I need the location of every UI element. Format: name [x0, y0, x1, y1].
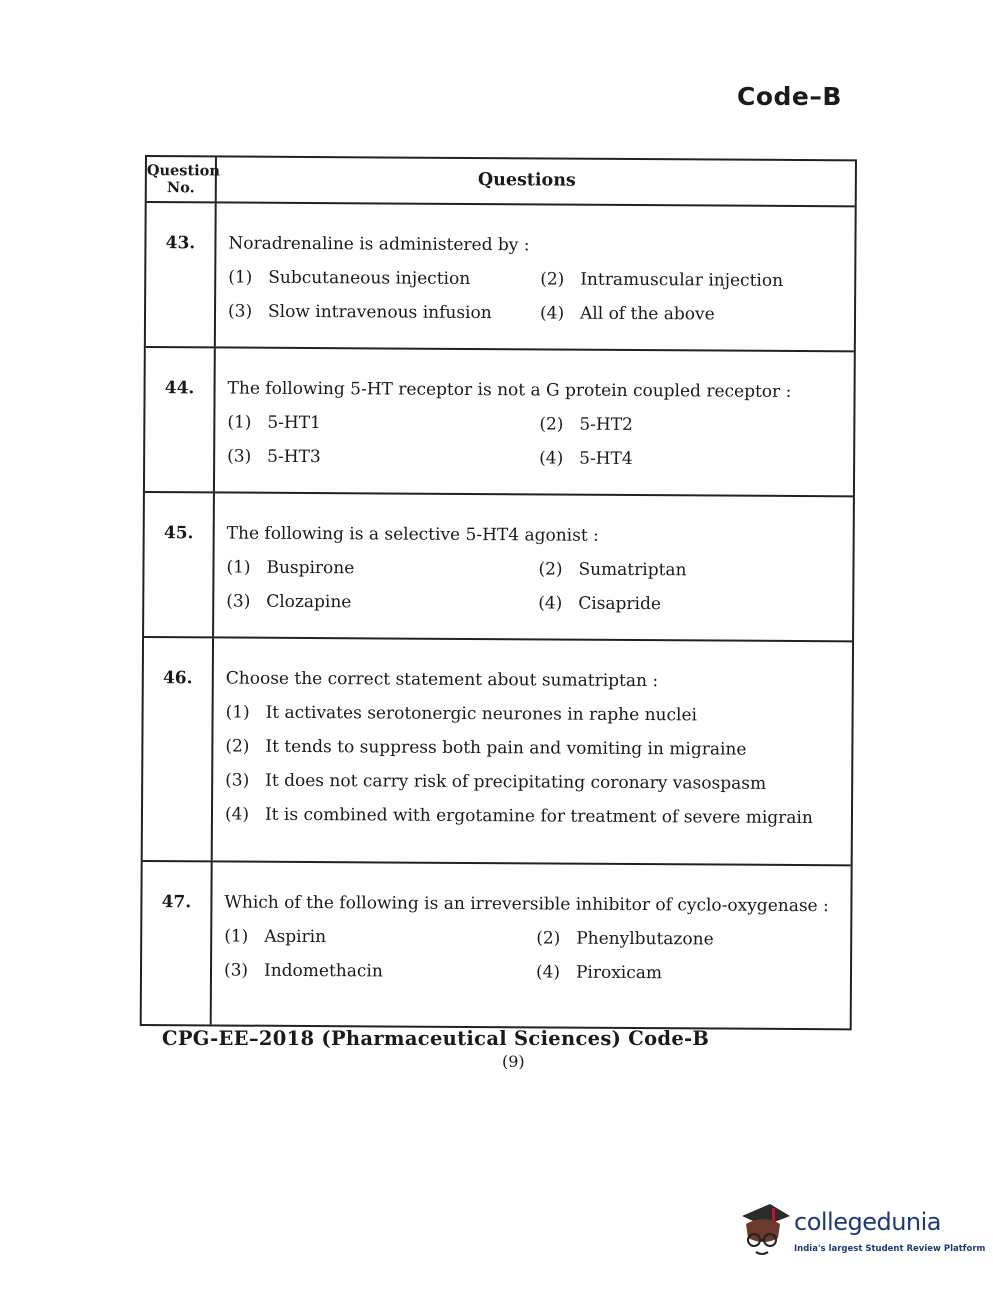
options-grid [228, 268, 854, 326]
question-row-47 [142, 862, 851, 1028]
option-2 [540, 269, 854, 291]
question-number: 45. [144, 493, 215, 636]
collegedunia-logo [736, 1198, 986, 1268]
option-text: It is combined with ergotamine for treatment of severe migrain [264, 804, 813, 829]
paper-code: Code–B [737, 82, 842, 111]
option-text: It activates serotonergic neurones in raphe nuclei [265, 702, 698, 726]
question-number: 47. [142, 862, 213, 1024]
option-number: (4) [224, 804, 250, 825]
question-no-header-line1: Question [146, 162, 220, 180]
option-number: (4) [539, 448, 564, 469]
option-text: Piroxicam [575, 962, 663, 984]
option-text: 5-HT3 [267, 446, 321, 468]
question-body [215, 348, 854, 495]
question-text: The following is a selective 5-HT4 agonist : [226, 523, 599, 546]
option-4 [539, 448, 853, 470]
options-list [225, 703, 852, 829]
option-number: (1) [224, 926, 249, 947]
option-3 [226, 592, 538, 614]
option-3 [224, 960, 536, 982]
logo-wordmark: collegedunia [794, 1208, 942, 1236]
option-number: (3) [225, 770, 250, 791]
option-number: (2) [225, 736, 250, 757]
question-row-43 [146, 203, 855, 352]
question-number: 44. [145, 348, 216, 491]
option-3 [225, 771, 851, 795]
option-1 [227, 413, 539, 435]
option-text: Subcutaneous injection [268, 267, 471, 289]
option-text: Phenylbutazone [576, 928, 714, 950]
option-1 [226, 558, 538, 580]
questions-header: Questions [477, 170, 576, 191]
option-number: (2) [538, 559, 563, 580]
question-body [216, 203, 855, 350]
option-number: (1) [225, 702, 250, 723]
option-text: Cisapride [578, 593, 662, 615]
option-number: (4) [535, 962, 561, 983]
question-no-header-line2: No. [166, 179, 195, 197]
question-number: 43. [146, 203, 217, 346]
question-body [212, 862, 851, 1028]
question-text: Which of the following is an irreversible inhibitor of cyclo-oxygenase : [224, 892, 829, 917]
option-number: (2) [536, 928, 561, 949]
option-text: 5-HT1 [267, 412, 321, 434]
option-number: (2) [539, 414, 564, 435]
option-number: (3) [227, 301, 253, 322]
option-number: (4) [539, 303, 565, 324]
option-2 [536, 928, 850, 950]
option-text: Aspirin [264, 926, 327, 948]
option-text: Sumatriptan [578, 559, 687, 581]
option-4 [225, 805, 851, 829]
table-header [147, 157, 855, 207]
option-number: (2) [540, 269, 565, 290]
option-2 [539, 414, 853, 436]
option-text: 5-HT4 [579, 448, 633, 469]
options-grid [227, 413, 853, 471]
option-text: 5-HT2 [579, 414, 633, 435]
option-number: (3) [226, 591, 251, 612]
option-text: Slow intravenous infusion [267, 301, 492, 324]
option-text: Buspirone [266, 557, 355, 579]
question-text: The following 5-HT receptor is not a G protein coupled receptor : [227, 378, 792, 402]
option-number: (1) [227, 412, 252, 433]
option-4 [538, 593, 852, 615]
question-text: Noradrenaline is administered by : [228, 233, 530, 256]
options-grid [226, 558, 852, 616]
question-row-44 [145, 348, 854, 497]
option-4 [540, 303, 854, 325]
option-4 [536, 962, 850, 984]
option-text: It does not carry risk of precipitating coronary vasospasm [265, 770, 767, 794]
option-number: (4) [538, 593, 563, 614]
question-row-46 [143, 638, 852, 866]
option-2 [225, 737, 851, 761]
option-text: It tends to suppress both pain and vomiting in migraine [265, 736, 747, 760]
option-1 [228, 268, 540, 290]
option-3 [228, 302, 540, 324]
option-1 [224, 926, 536, 948]
option-number: (1) [226, 557, 251, 578]
question-text: Choose the correct statement about sumatriptan : [225, 668, 659, 692]
page-number: (9) [502, 1052, 525, 1071]
question-number: 46. [143, 638, 214, 860]
question-body [214, 493, 853, 640]
option-text: Indomethacin [263, 960, 383, 982]
option-number: (1) [228, 267, 253, 288]
option-number: (3) [227, 446, 252, 467]
option-2 [538, 559, 852, 581]
question-no-header [146, 157, 220, 201]
mascot-icon [736, 1198, 792, 1262]
question-row-45 [144, 493, 853, 642]
question-body [213, 638, 852, 864]
logo-tagline: India's largest Student Review Platform [794, 1244, 986, 1254]
footer-title: CPG-EE–2018 (Pharmaceutical Sciences) Code-B [162, 1027, 710, 1050]
question-table [140, 155, 857, 1030]
option-text: Intramuscular injection [580, 269, 784, 291]
option-1 [226, 703, 852, 727]
option-text: Clozapine [266, 591, 352, 613]
option-3 [227, 447, 539, 469]
option-number: (3) [223, 960, 249, 981]
option-text: All of the above [579, 303, 715, 325]
options-grid [224, 926, 850, 984]
